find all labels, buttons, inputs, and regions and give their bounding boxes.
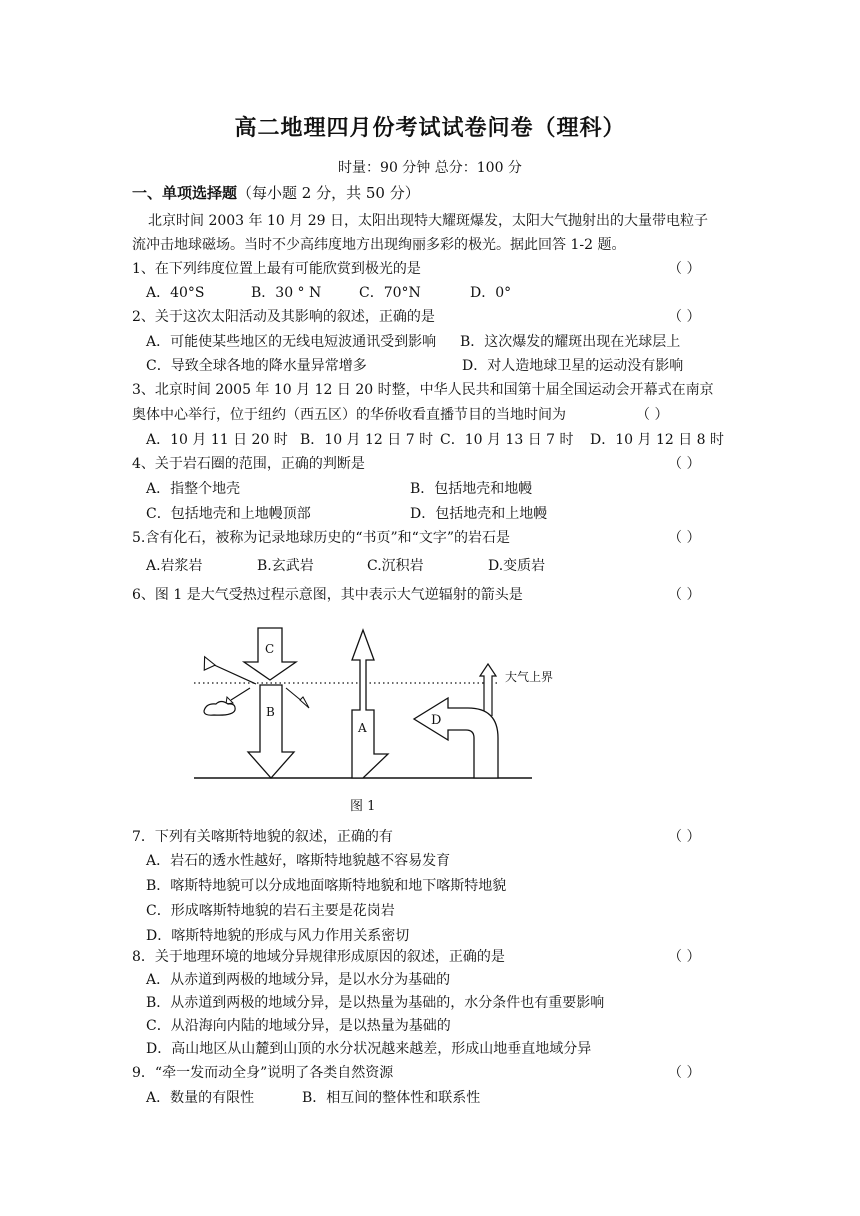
scatter-arrow-right-head <box>300 697 309 708</box>
q5-option-a: A.岩浆岩 <box>146 558 203 574</box>
answer-paren: （ ） <box>668 829 701 845</box>
cloud-shape <box>204 702 235 716</box>
escape-arrow <box>480 664 496 716</box>
arrow-a <box>352 630 388 778</box>
q3-option-d: D．10 月 12 日 8 时 <box>590 432 725 448</box>
q1-option-a: A．40°S <box>146 285 205 301</box>
arrow-a-label: A <box>358 721 367 735</box>
answer-paren: （ ） <box>636 407 669 423</box>
question-5: 5.含有化石，被称为记录地球历史的“书页”和“文字”的岩石是 <box>132 530 510 546</box>
q1-option-b: B．30 ° N <box>251 285 322 301</box>
answer-paren: （ ） <box>668 1065 701 1081</box>
q1-option-d: D．0° <box>470 285 512 301</box>
q2-option-d: D．对人造地球卫星的运动没有影响 <box>462 358 684 374</box>
section-title: 一、单项选择题 <box>132 184 238 202</box>
answer-paren: （ ） <box>668 587 701 603</box>
q7-option-b: B．喀斯特地貌可以分成地面喀斯特地貌和地下喀斯特地貌 <box>146 878 507 894</box>
q4-option-b: B．包括地壳和地幔 <box>410 481 533 497</box>
question-8: 8．关于地理环境的地域分异规律形成原因的叙述，正确的是 <box>132 949 505 965</box>
question-9: 9．“牵一发而动全身”说明了各类自然资源 <box>132 1065 394 1081</box>
q8-option-c: C．从沿海向内陆的地域分异，是以热量为基础的 <box>146 1018 451 1034</box>
atmosphere-boundary-label: 大气上界 <box>505 670 554 684</box>
reflect-arrow-left-head <box>199 654 215 670</box>
question-4: 4、关于岩石圈的范围，正确的判断是 <box>132 456 365 472</box>
answer-paren: （ ） <box>668 530 701 546</box>
q8-option-d: D．高山地区从山麓到山顶的水分状况越来越差，形成山地垂直地域分异 <box>146 1041 592 1057</box>
section-note: （每小题 2 分，共 50 分） <box>237 184 420 202</box>
atmosphere-heating-diagram <box>180 620 580 814</box>
q8-option-a: A．从赤道到两极的地域分异，是以水分为基础的 <box>146 972 451 988</box>
q3-option-c: C．10 月 13 日 7 时 <box>440 432 574 448</box>
exam-meta: 时量：90 分钟 总分：100 分 <box>338 160 522 176</box>
arrow-b <box>248 685 294 778</box>
q9-option-b: B．相互间的整体性和联系性 <box>302 1090 481 1106</box>
q7-option-a: A．岩石的透水性越好，喀斯特地貌越不容易发育 <box>146 853 451 869</box>
q5-option-c: C.沉积岩 <box>367 558 424 574</box>
figure-caption: 图 1 <box>350 799 376 814</box>
arrow-b-label: B <box>266 705 275 719</box>
q4-option-a: A．指整个地壳 <box>146 481 241 497</box>
q5-option-b: B.玄武岩 <box>257 558 314 574</box>
answer-paren: （ ） <box>668 261 701 277</box>
section-heading <box>132 184 420 202</box>
q7-option-d: D．喀斯特地貌的形成与风力作用关系密切 <box>146 928 410 944</box>
q5-option-d: D.变质岩 <box>488 558 546 574</box>
q1-option-c: C．70°N <box>359 285 421 301</box>
question-7: 7．下列有关喀斯特地貌的叙述，正确的有 <box>132 829 393 845</box>
answer-paren: （ ） <box>668 456 701 472</box>
question-6: 6、图 1 是大气受热过程示意图，其中表示大气逆辐射的箭头是 <box>132 587 523 603</box>
q4-option-d: D．包括地壳和上地幔 <box>410 506 548 522</box>
question-2: 2、关于这次太阳活动及其影响的叙述，正确的是 <box>132 309 435 325</box>
arrow-d-label: D <box>431 713 442 728</box>
intro-line-2: 流冲击地球磁场。当时不少高纬度地方出现绚丽多彩的极光。据此回答 1-2 题。 <box>132 237 626 253</box>
q2-option-a: A．可能使某些地区的无线电短波通讯受到影响 <box>146 334 437 350</box>
question-3-line-1: 3、北京时间 2005 年 10 月 12 日 20 时整，中华人民共和国第十届全国运动会开幕式在南京 <box>132 382 714 398</box>
question-1: 1、在下列纬度位置上最有可能欣赏到极光的是 <box>132 261 421 277</box>
q9-option-a: A．数量的有限性 <box>146 1090 255 1106</box>
q8-option-b: B．从赤道到两极的地域分异，是以热量为基础的，水分条件也有重要影响 <box>146 995 605 1011</box>
page-title: 高二地理四月份考试试卷问卷（理科） <box>234 115 626 141</box>
arrow-c-label: C <box>265 642 275 656</box>
reflect-arrow-small <box>231 688 250 700</box>
q3-option-a: A．10 月 11 日 20 时 <box>146 432 288 448</box>
q2-option-b: B．这次爆发的耀斑出现在光球层上 <box>460 334 681 350</box>
q4-option-c: C．包括地壳和上地幔顶部 <box>146 506 311 522</box>
q3-option-b: B．10 月 12 日 7 时 <box>300 432 434 448</box>
reflect-arrow-left <box>212 664 256 684</box>
answer-paren: （ ） <box>668 309 701 325</box>
intro-line-1: 北京时间 2003 年 10 月 29 日，太阳出现特大耀斑爆发，太阳大气抛射出的大量带电粒子 <box>148 213 708 229</box>
q2-option-c: C．导致全球各地的降水量异常增多 <box>146 358 367 374</box>
question-3-line-2: 奥体中心举行，位于纽约（西五区）的华侨收看直播节目的当地时间为 <box>132 407 566 423</box>
q7-option-c: C．形成喀斯特地貌的岩石主要是花岗岩 <box>146 903 395 919</box>
answer-paren: （ ） <box>668 949 701 965</box>
